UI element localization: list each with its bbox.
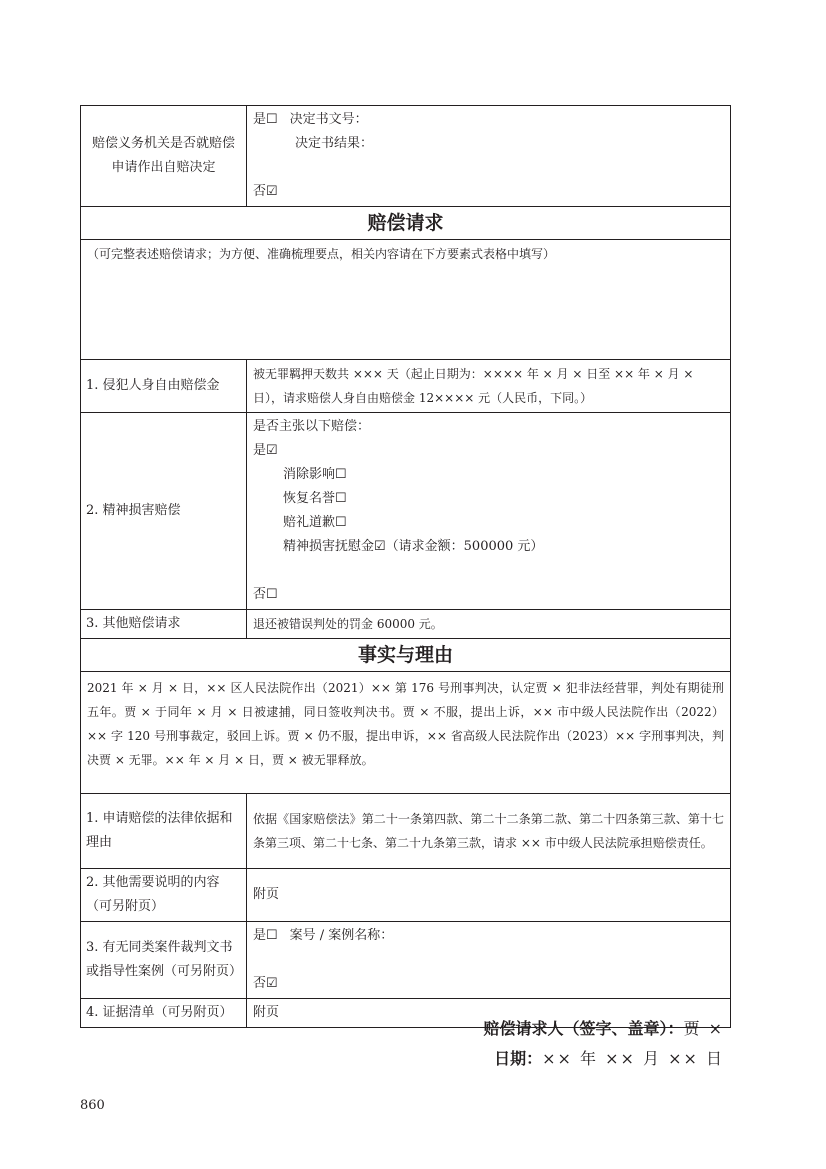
mental-item-eliminate[interactable]: 消除影响☐ [283, 467, 347, 482]
decision-no-checkbox[interactable]: 否☑ [253, 184, 278, 199]
evidence-text: 附页 [247, 999, 731, 1028]
signature-value: 贾 × [683, 1019, 724, 1038]
decision-yes-line [253, 108, 724, 132]
section-title-facts: 事实与理由 [81, 639, 731, 672]
mental-damage-cell [247, 413, 731, 610]
evidence-label: 4. 证据清单（可另附页） [81, 999, 247, 1028]
date-line [494, 1046, 724, 1069]
mental-item-reputation[interactable]: 恢复名誉☐ [283, 491, 347, 506]
mental-item-solatium[interactable]: 精神损害抚慰金☑（请求金额：500000 元） [283, 539, 544, 554]
personal-freedom-text: 被无罪羁押天数共 ××× 天（起止日期为：×××× 年 × 月 × 日至 ×× 年 × 月 × 日），请求赔偿人身自由赔偿金 12×××× 元（人民币，下同。） [247, 360, 731, 413]
date-value: ×× 年 ×× 月 ×× 日 [542, 1049, 724, 1068]
mental-question: 是否主张以下赔偿： [253, 419, 371, 434]
case-name-label: 案号 / 案例名称： [289, 928, 394, 943]
mental-yes-checkbox[interactable]: 是☑ [253, 443, 278, 458]
page-number: 860 [80, 1098, 105, 1113]
mental-item-apology[interactable]: 赔礼道歉☐ [283, 515, 347, 530]
legal-basis-label: 1. 申请赔偿的法律依据和理由 [81, 794, 247, 869]
other-notes-label: 2. 其他需要说明的内容（可另附页） [81, 869, 247, 922]
date-label: 日期： [494, 1049, 543, 1068]
similar-no-checkbox[interactable]: 否☑ [253, 976, 278, 991]
similar-yes-line [253, 924, 724, 948]
decision-cell [247, 106, 731, 207]
other-request-label: 3. 其他赔偿请求 [81, 610, 247, 639]
section-title-request: 赔偿请求 [81, 207, 731, 240]
legal-basis-text: 依据《国家赔偿法》第二十一条第四款、第二十二条第二款、第二十四条第三款、第十七条第三项、第二十七条、第二十九条第三款，请求 ×× 市中级人民法院承担赔偿责任。 [247, 794, 731, 869]
compensation-form-table [80, 105, 731, 1028]
other-notes-text: 附页 [247, 869, 731, 922]
mental-damage-label: 2. 精神损害赔偿 [81, 413, 247, 610]
similar-yes-checkbox[interactable]: 是☐ [253, 928, 278, 943]
personal-freedom-label: 1. 侵犯人身自由赔偿金 [81, 360, 247, 413]
similar-cases-cell [247, 922, 731, 999]
other-request-text: 退还被错误判处的罚金 60000 元。 [247, 610, 731, 639]
decision-result-label: 决定书结果： [295, 136, 374, 151]
request-hint: （可完整表述赔偿请求；为方便、准确梳理要点，相关内容请在下方要素式表格中填写） [81, 240, 731, 360]
decision-number-label: 决定书文号： [289, 112, 368, 127]
facts-text: 2021 年 × 月 × 日，×× 区人民法院作出（2021）×× 第 176 号刑事判决，认定贾 × 犯非法经营罪，判处有期徒刑五年。贾 × 于同年 × 月 × 日被逮捕，同日签收判决书。贾 × 不服，提出上诉，×× 市中级人民法院作出（2022）×× 字 120 号刑事裁定，驳回上诉。贾 × 仍不服，提出申诉，×× 省高级人民法院作出（2023）×× 字刑事判决，判决贾 × 无罪。×× 年 × 月 × 日，贾 × 被无罪释放。 [81, 672, 731, 794]
decision-label: 赔偿义务机关是否就赔偿申请作出自赔决定 [81, 106, 247, 207]
signature-line [483, 1016, 724, 1039]
mental-no-checkbox[interactable]: 否☐ [253, 587, 278, 602]
similar-cases-label: 3. 有无同类案件裁判文书或指导性案例（可另附页） [81, 922, 247, 999]
decision-yes-checkbox[interactable]: 是☐ [253, 112, 278, 127]
signature-label: 赔偿请求人（签字、盖章）： [483, 1019, 684, 1038]
